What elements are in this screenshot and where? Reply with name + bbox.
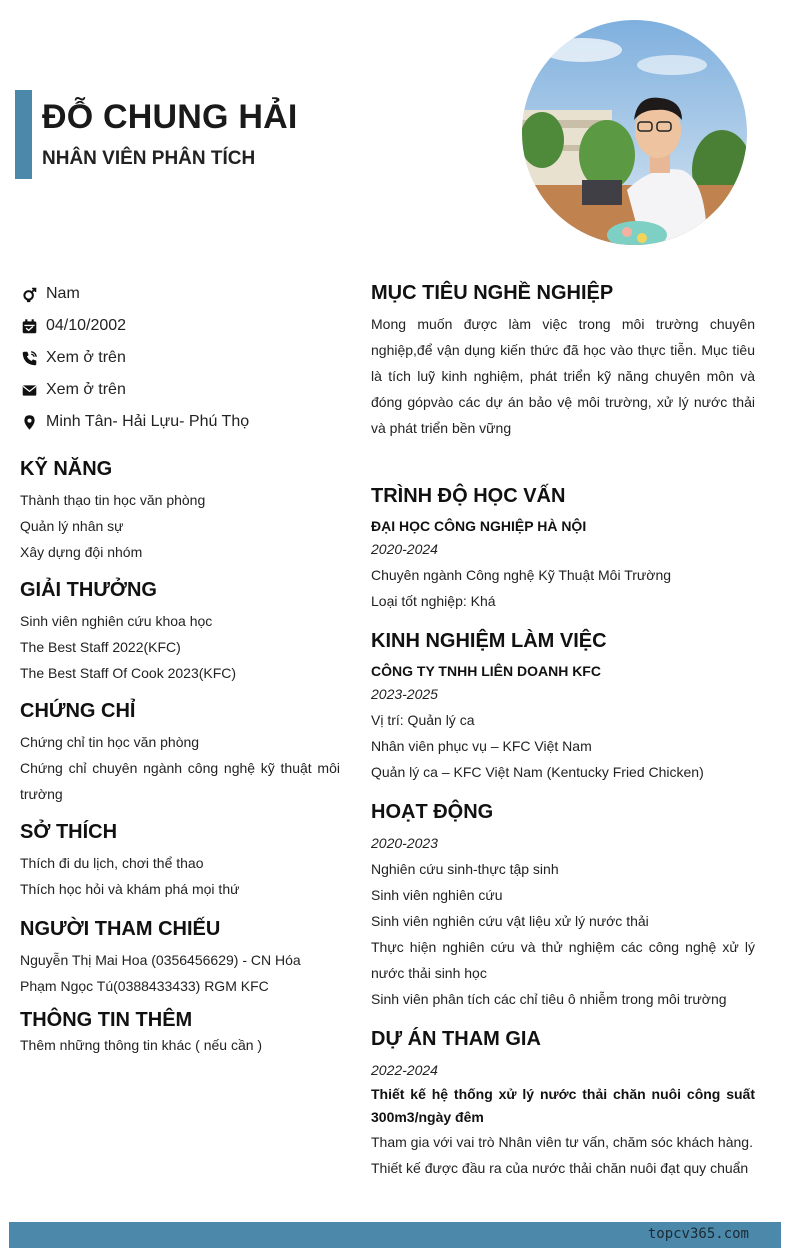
accent-bar xyxy=(15,90,32,179)
list-item: Thích đi du lịch, chơi thể thao xyxy=(20,855,204,871)
job-title: NHÂN VIÊN PHÂN TÍCH xyxy=(42,148,256,169)
section-heading: GIẢI THƯỞNG xyxy=(20,579,157,601)
more-info-text: Thêm những thông tin khác ( nếu cần ) xyxy=(20,1037,263,1053)
list-item: Phạm Ngọc Tú(0388433433) RGM KFC xyxy=(20,978,269,994)
list-item: Quản lý nhân sự xyxy=(20,518,124,534)
list-item: Thành thạo tin học văn phòng xyxy=(20,492,206,508)
list-item: Sinh viên nghiên cứu vật liệu xử lý nước thải xyxy=(371,913,649,929)
section-heading: NGƯỜI THAM CHIẾU xyxy=(20,918,221,940)
list-item: Vị trí: Quản lý ca xyxy=(371,712,475,728)
contact-address xyxy=(20,406,340,438)
more-info-section xyxy=(20,1009,340,1058)
left-column xyxy=(20,278,340,1058)
school-name: ĐẠI HỌC CÔNG NGHIỆP HÀ NỘI xyxy=(371,518,587,534)
list-item: Chuyên ngành Công nghệ Kỹ Thuật Môi Trường xyxy=(371,567,672,583)
location-icon xyxy=(20,413,38,431)
list-item: The Best Staff Of Cook 2023(KFC) xyxy=(20,665,237,681)
list-item: Thích học hỏi và khám phá mọi thứ xyxy=(20,881,240,897)
contact-phone xyxy=(20,342,340,374)
contact-text: Minh Tân- Hải Lựu- Phú Thọ xyxy=(46,413,250,430)
contact-text: Nam xyxy=(46,285,80,302)
contact-birthday xyxy=(20,310,340,342)
education-section xyxy=(371,485,755,614)
contact-gender xyxy=(20,278,340,310)
experience-section xyxy=(371,630,755,785)
list-item: Sinh viên phân tích các chỉ tiêu ô nhiễm trong môi trường xyxy=(371,991,727,1007)
list-item: Chứng chỉ tin học văn phòng xyxy=(20,734,200,750)
calendar-icon xyxy=(20,317,38,335)
list-item: Sinh viên nghiên cứu khoa học xyxy=(20,613,213,629)
section-heading: HOẠT ĐỘNG xyxy=(371,801,494,823)
avatar xyxy=(522,20,747,245)
list-item: Xây dựng đội nhóm xyxy=(20,544,143,560)
list-item: Chứng chỉ chuyên ngành công nghệ kỹ thuật môi trường xyxy=(20,760,340,802)
list-item: Sinh viên nghiên cứu xyxy=(371,887,503,903)
objective-section xyxy=(371,282,755,441)
list-item: Nghiên cứu sinh-thực tập sinh xyxy=(371,861,559,877)
list-item: Nhân viên phục vụ – KFC Việt Nam xyxy=(371,738,592,754)
contact-email xyxy=(20,374,340,406)
list-item: Loại tốt nghiệp: Khá xyxy=(371,593,496,609)
section-heading: KỸ NĂNG xyxy=(20,458,113,480)
list-item: Thiết kế được đầu ra của nước thải chăn nuôi đạt quy chuẩn xyxy=(371,1160,749,1176)
footer-site-link[interactable]: topcv365.com xyxy=(647,1226,749,1242)
section-heading: MỤC TIÊU NGHỀ NGHIỆP xyxy=(371,282,614,304)
project-dates: 2022-2024 xyxy=(371,1062,438,1078)
certificates-section xyxy=(20,700,340,807)
footer-bar xyxy=(9,1222,781,1248)
avatar-photo xyxy=(522,20,747,245)
list-item: Thực hiện nghiên cứu và thử nghiệm các công nghệ xử lý nước thải sinh học xyxy=(371,939,755,981)
contact-text: Xem ở trên xyxy=(46,349,126,366)
list-item: Quản lý ca – KFC Việt Nam (Kentucky Fried Chicken) xyxy=(371,764,704,780)
candidate-name: ĐỖ CHUNG HẢI xyxy=(42,98,298,136)
objective-text: Mong muốn được làm việc trong môi trường chuyên nghiệp,để vận dụng kiến thức đã học vào thực tiễn. Mục tiêu là tích luỹ kinh nghiệm, phát triển kỹ năng chuyên môn và đóng gópvào các dự án bảo vệ môi trường, xử lý nước thải và phát triển bền vững xyxy=(371,316,755,436)
references-section xyxy=(20,918,340,999)
right-column xyxy=(371,282,755,1181)
awards-section xyxy=(20,579,340,686)
project-name: Thiết kế hệ thống xử lý nước thải chăn nuôi công suất 300m3/ngày đêm xyxy=(371,1086,755,1125)
list-item: Nguyễn Thị Mai Hoa (0356456629) - CN Hóa xyxy=(20,952,301,968)
company-name: CÔNG TY TNHH LIÊN DOANH KFC xyxy=(371,663,601,679)
projects-section xyxy=(371,1028,755,1181)
gender-icon xyxy=(20,285,38,303)
activities-section xyxy=(371,801,755,1012)
section-heading: DỰ ÁN THAM GIA xyxy=(371,1028,541,1050)
section-heading: CHỨNG CHỈ xyxy=(20,700,136,722)
phone-icon xyxy=(20,349,38,367)
section-heading: TRÌNH ĐỘ HỌC VẤN xyxy=(371,485,566,507)
section-heading: KINH NGHIỆM LÀM VIỆC xyxy=(371,630,607,652)
section-heading: THÔNG TIN THÊM xyxy=(20,1009,193,1031)
contact-text: 04/10/2002 xyxy=(46,317,127,334)
contact-text: Xem ở trên xyxy=(46,381,126,398)
experience-dates: 2023-2025 xyxy=(371,686,438,702)
hobbies-section xyxy=(20,821,340,902)
section-heading: SỞ THÍCH xyxy=(20,821,118,843)
list-item: The Best Staff 2022(KFC) xyxy=(20,639,181,655)
list-item: Tham gia với vai trò Nhân viên tư vấn, chăm sóc khách hàng. xyxy=(371,1134,753,1150)
education-dates: 2020-2024 xyxy=(371,541,438,557)
activities-dates: 2020-2023 xyxy=(371,835,438,851)
skills-section xyxy=(20,458,340,565)
email-icon xyxy=(20,381,38,399)
